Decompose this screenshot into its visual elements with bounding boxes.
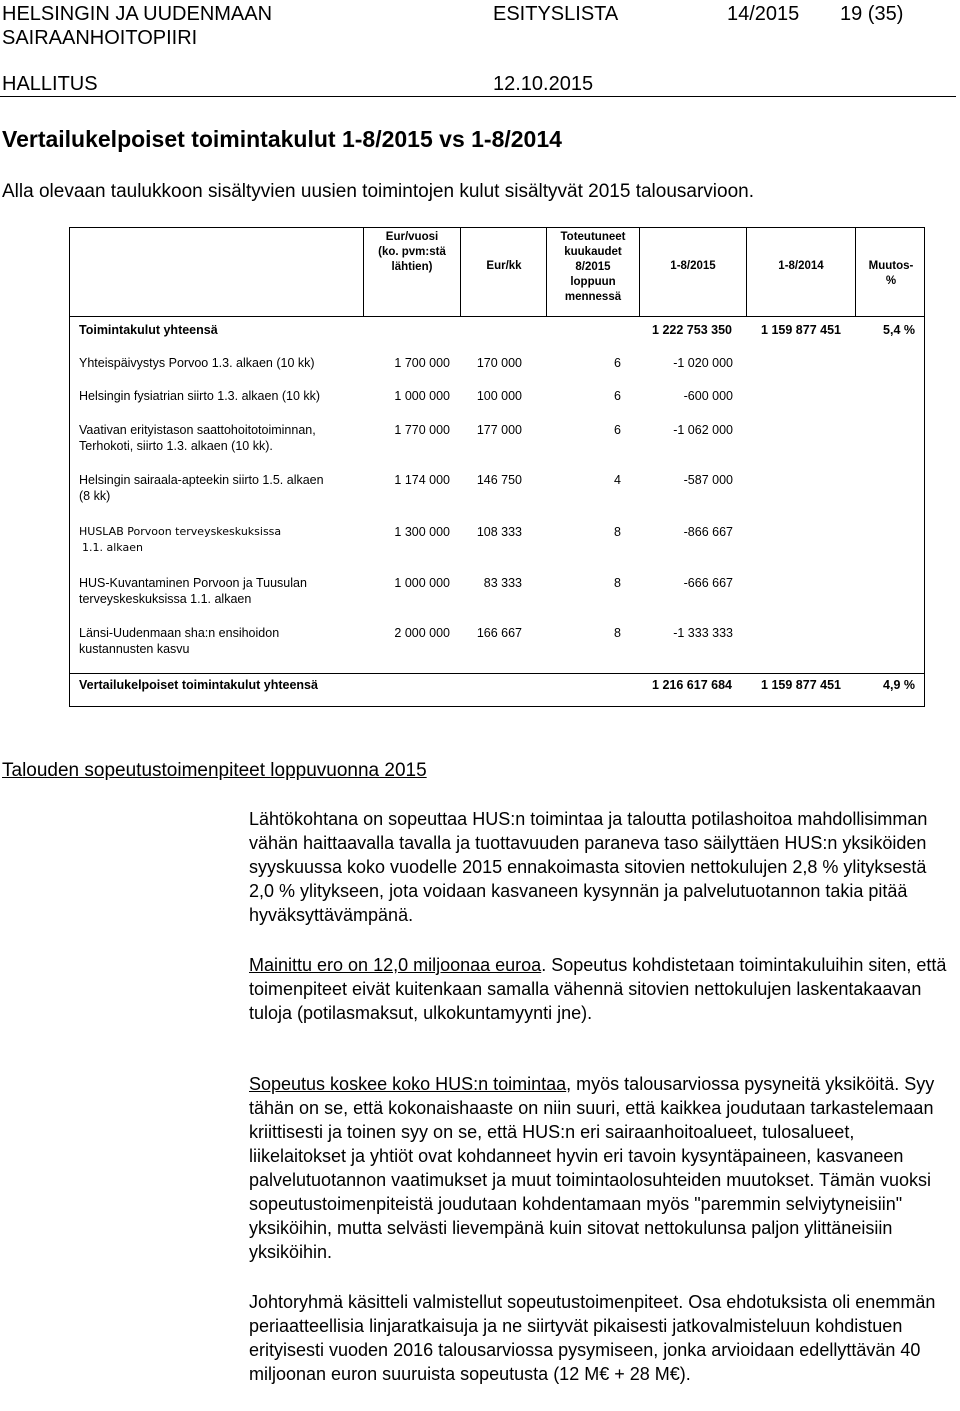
page-title: Vertailukelpoiset toimintakulut 1-8/2015 vs 1-8/2014 [2, 126, 562, 152]
meeting-date: 12.10.2015 [493, 73, 594, 95]
intro-text: Alla olevaan taulukkoon sisältyvien uusien toimintojen kulut sisältyvät 2015 talousarvioon. [2, 181, 754, 202]
row-year: 1 300 000 [394, 525, 450, 539]
section-heading: Talouden sopeutustoimenpiteet loppuvuonna 2015 [2, 760, 427, 781]
row-months: 8 [614, 626, 621, 640]
meeting-number: 14/2015 [727, 3, 800, 25]
row-year: 1 000 000 [394, 576, 450, 590]
paragraph-2-underlined: Mainittu ero on 12,0 miljoonaa euroa [249, 955, 542, 975]
org-name-line2: SAIRAANHOITOPIIRI [2, 27, 198, 49]
row-diff: -587 000 [683, 473, 733, 487]
row-month: 146 750 [476, 473, 522, 487]
row-label: HUS-Kuvantaminen Porvoon ja Tuusulan terveyskeskuksissa 1.1. alkaen [79, 576, 307, 606]
header-months: Toteutuneet kuukaudet 8/2015 loppuun mennessä [560, 231, 626, 303]
col-divider [460, 228, 461, 316]
header-rule [0, 96, 956, 97]
paragraph-3 [249, 1072, 954, 1264]
header-change: Muutos- % [868, 260, 914, 287]
header-2015: 1-8/2015 [670, 260, 716, 272]
col-divider [639, 228, 640, 316]
col-divider [746, 228, 747, 316]
row-diff: -1 020 000 [673, 356, 733, 370]
row-months: 6 [614, 423, 621, 437]
row-month: 100 000 [476, 389, 522, 403]
summary-divider [70, 673, 924, 674]
page-number: 19 (35) [840, 3, 904, 25]
row-diff: -1 062 000 [673, 423, 733, 437]
row-label: Länsi-Uudenmaan sha:n ensihoidon kustannusten kasvu [79, 626, 280, 656]
comparable-change: 4,9 % [883, 678, 915, 692]
row-label: Helsingin fysiatrian siirto 1.3. alkaen (10 kk) [79, 389, 321, 403]
row-month: 177 000 [476, 423, 522, 437]
col-divider [855, 228, 856, 316]
row-year: 1 770 000 [394, 423, 450, 437]
cost-table [69, 227, 925, 707]
paragraph-2 [249, 953, 954, 1025]
row-month: 83 333 [483, 576, 522, 590]
paragraph-4: Johtoryhmä käsitteli valmistellut sopeutustoimenpiteet. Osa ehdotuksista oli enemmän periaatteellisia linjaratkaisuja ja ne siirtyvät pikaisesti jatkovalmisteluun kohdistuen erityisesti vuoden 2016 talousarviossa pysymiseen, jonka arvioidaan edellyttävän 40 miljoonan euron suuruista sopeutusta (12 M€ + 28 M€). [249, 1292, 936, 1384]
row-label: Vaativan erityistason saattohoitotoiminnan, Terhokoti, siirto 1.3. alkaen (10 kk). [79, 423, 316, 453]
row-label: Helsingin sairaala-apteekin siirto 1.5. alkaen (8 kk) [79, 473, 324, 503]
row-month: 108 333 [476, 525, 522, 539]
row-year: 2 000 000 [394, 626, 450, 640]
total-change: 5,4 % [883, 323, 915, 337]
comparable-label: Vertailukelpoiset toimintakulut yhteensä [79, 678, 318, 692]
col-divider [546, 228, 547, 316]
row-months: 8 [614, 576, 621, 590]
row-month: 166 667 [476, 626, 522, 640]
row-year: 1 174 000 [394, 473, 450, 487]
comparable-2014: 1 159 877 451 [761, 678, 841, 692]
doc-type: ESITYSLISTA [493, 3, 619, 25]
row-months: 8 [614, 525, 621, 539]
paragraph-3-rest: , myös talousarviossa pysyneitä yksiköitä. Syy tähän on se, että kokonaishaaste on niin suuri, että kaikkea joudutaan tarkastelemaan kriittisesti ja toinen syy on se, että HUS:n eri sairaanhoitoalueet, tulosalueet, liikelaitokset ja yhtiöt ovat kohdanneet hyvin eri tavoin kysyntäpaineen, kasvaneen palvelutuotannon vaatimukset ja muut toimintaolosuhteiden muutokset. Tämän vuoksi sopeutustoimenpiteistä joudutaan kohdentamaan myös "paremmin selviytyneisiin" yksiköihin, mutta selvästi lievempänä kuin sitovat nettokulunsa paljon ylittäneisiin yksiköihin. [249, 1074, 935, 1262]
org-name-line1: HELSINGIN JA UUDENMAAN [2, 3, 273, 25]
row-months: 6 [614, 356, 621, 370]
row-diff: -866 667 [683, 525, 733, 539]
paragraph-1: Lähtökohtana on sopeuttaa HUS:n toimintaa ja taloutta potilashoitoa mahdollisimman vähän haittaavalla tavalla ja tuottavuuden paraneva taso säilyttäen HUS:n yksiköiden syyskuussa koko vuodelle 2015 ennakoimasta sitovien nettokulujen 2,8 % ylityksestä 2,0 % ylitykseen, jota voidaan kasvaneen kysynnän ja palvelutuotannon takia pitää hyväksyttävämpänä. [249, 809, 928, 925]
row-months: 6 [614, 389, 621, 403]
total-2015: 1 222 753 350 [652, 323, 732, 337]
header-eur-month: Eur/kk [486, 260, 522, 272]
row-month: 170 000 [476, 356, 522, 370]
row-label: HUSLAB Porvoon terveyskeskuksissa 1.1. alkaen [79, 525, 282, 554]
row-year: 1 000 000 [394, 389, 450, 403]
row-year: 1 700 000 [394, 356, 450, 370]
comparable-2015: 1 216 617 684 [652, 678, 732, 692]
row-months: 4 [614, 473, 621, 487]
row-diff: -600 000 [683, 389, 733, 403]
col-divider [363, 228, 364, 316]
total-label: Toimintakulut yhteensä [79, 323, 218, 337]
header-eur-year: Eur/vuosi (ko. pvm:stä lähtien) [378, 231, 446, 273]
header-divider [70, 316, 924, 317]
paragraph-2-rest: . Sopeutus kohdistetaan toimintakuluihin siten, että toimenpiteet eivät kuitenkaan samalla vähennä sitovien nettokulujen laskentakaavan tuloja (potilasmaksut, ulkokuntamyynti jne). [249, 955, 947, 1023]
row-label: Yhteispäivystys Porvoo 1.3. alkaen (10 kk) [79, 356, 315, 370]
paragraph-3-underlined: Sopeutus koskee koko HUS:n toimintaa [249, 1074, 567, 1094]
row-diff: -666 667 [683, 576, 733, 590]
row-diff: -1 333 333 [673, 626, 733, 640]
total-2014: 1 159 877 451 [761, 323, 841, 337]
governing-body: HALLITUS [2, 73, 98, 95]
header-2014: 1-8/2014 [778, 260, 824, 272]
